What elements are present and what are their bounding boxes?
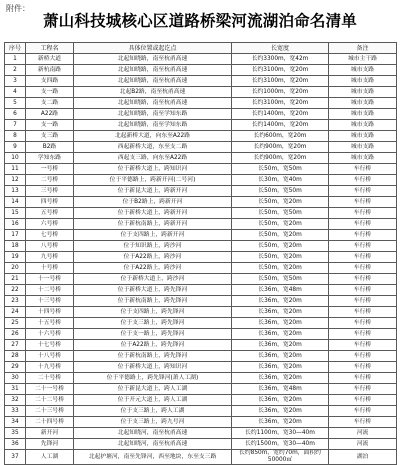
cell-remarks: 车行桥 (329, 186, 397, 197)
cell-remarks: 车行桥 (329, 417, 397, 428)
cell-location: 北起护塘河，南至先锋河，西至地块，东至支三路 (74, 450, 232, 465)
cell-project-name: 先锋河 (26, 439, 74, 450)
cell-index: 20 (5, 263, 26, 274)
cell-dimensions: 长36m，宽20m (232, 417, 329, 428)
cell-index: 12 (5, 175, 26, 186)
cell-dimensions: 长50m，宽20m (232, 241, 329, 252)
cell-location: 西起支三路，向东至A22路 (74, 153, 232, 164)
cell-index: 23 (5, 296, 26, 307)
cell-index: 13 (5, 186, 26, 197)
cell-remarks: 车行桥 (329, 406, 397, 417)
cell-project-name: 支二路 (26, 98, 74, 109)
cell-index: 14 (5, 197, 26, 208)
table-row (5, 186, 397, 197)
cell-location: 位于知识路上，跨沙河 (74, 241, 232, 252)
cell-remarks: 车行桥 (329, 241, 397, 252)
cell-remarks: 城市支路 (329, 153, 397, 164)
table-row (5, 296, 397, 307)
table-row (5, 351, 397, 362)
cell-dimensions: 长50m，宽20m (232, 230, 329, 241)
cell-remarks: 车行桥 (329, 230, 397, 241)
cell-dimensions: 长约1400m，宽20m (232, 109, 329, 120)
cell-remarks: 城市支路 (329, 142, 397, 153)
cell-index: 36 (5, 439, 26, 450)
cell-dimensions: 长36m，宽20m (232, 318, 329, 329)
table-row (5, 208, 397, 219)
table-row (5, 252, 397, 263)
cell-remarks: 城市支路 (329, 76, 397, 87)
cell-index: 22 (5, 285, 26, 296)
table-row (5, 175, 397, 186)
cell-remarks: 车行桥 (329, 274, 397, 285)
table-row (5, 76, 397, 87)
cell-location: 位于支三路上，跨人工湖 (74, 406, 232, 417)
cell-location: 北起知晓路，南至杭甬高速 (74, 98, 232, 109)
cell-remarks: 城市支路 (329, 109, 397, 120)
cell-dimensions: 长50m，宽50m (232, 186, 329, 197)
cell-location: 位于新桥大道上，跨知识河 (74, 362, 232, 373)
cell-location: 北起知晓河，南至杭甬高速 (74, 428, 232, 439)
cell-project-name: 七号桥 (26, 230, 74, 241)
cell-project-name: 二十三号桥 (26, 406, 74, 417)
cell-project-name: 十五号桥 (26, 318, 74, 329)
cell-project-name: 十四号桥 (26, 307, 74, 318)
cell-location: 北起知晓路，南至学知东路 (74, 109, 232, 120)
cell-location: 北起知晓河，南至杭甬高速 (74, 439, 232, 450)
cell-location: 位于A22路上，跨沙河 (74, 263, 232, 274)
cell-remarks: 车行桥 (329, 296, 397, 307)
cell-index: 11 (5, 164, 26, 175)
cell-remarks: 车行桥 (329, 164, 397, 175)
table-row (5, 373, 397, 384)
cell-project-name: 八号桥 (26, 241, 74, 252)
table-row (5, 406, 397, 417)
table-row (5, 197, 397, 208)
cell-remarks: 城市支路 (329, 120, 397, 131)
cell-project-name: 二十一号桥 (26, 384, 74, 395)
cell-index: 3 (5, 76, 26, 87)
cell-index: 8 (5, 131, 26, 142)
table-row (5, 153, 397, 164)
cell-dimensions: 长50m，宽20m (232, 252, 329, 263)
cell-index: 16 (5, 219, 26, 230)
table-header-row (5, 43, 397, 54)
cell-location: 北起新桥大道，向东至A22路 (74, 131, 232, 142)
cell-location: 位于新昆大道上，跨新开河 (74, 186, 232, 197)
cell-project-name: A22路 (26, 109, 74, 120)
cell-project-name: 六号桥 (26, 219, 74, 230)
table-row (5, 164, 397, 175)
cell-project-name: 十九号桥 (26, 362, 74, 373)
table-row (5, 65, 397, 76)
table-row (5, 318, 397, 329)
table-row (5, 329, 397, 340)
cell-dimensions: 长36m，宽20m (232, 406, 329, 417)
cell-project-name: 二号桥 (26, 175, 74, 186)
cell-dimensions: 长50m，宽50m (232, 208, 329, 219)
table-row (5, 285, 397, 296)
cell-dimensions: 长约3300m，宽42m (232, 54, 329, 65)
table-row (5, 230, 397, 241)
table-row (5, 395, 397, 406)
cell-location: 位于新桥大道上，跨沙河 (74, 274, 232, 285)
cell-project-name: 五号桥 (26, 208, 74, 219)
cell-index: 31 (5, 384, 26, 395)
table-row (5, 120, 397, 131)
cell-dimensions: 长36m，宽20m (232, 329, 329, 340)
table-row (5, 219, 397, 230)
cell-remarks: 车行桥 (329, 373, 397, 384)
cell-remarks: 车行桥 (329, 362, 397, 373)
cell-project-name: 十六号桥 (26, 329, 74, 340)
cell-remarks: 车行桥 (329, 307, 397, 318)
cell-location: 位于支三路上，跨九号河 (74, 417, 232, 428)
attachment-label: 附件： (6, 4, 30, 13)
cell-remarks: 车行桥 (329, 318, 397, 329)
cell-project-name: 人工湖 (26, 450, 74, 465)
cell-index: 19 (5, 252, 26, 263)
cell-project-name: 一号桥 (26, 164, 74, 175)
cell-remarks: 城市主干路 (329, 54, 397, 65)
table-row (5, 87, 397, 98)
cell-index: 25 (5, 318, 26, 329)
cell-remarks: 城市支路 (329, 131, 397, 142)
table-row (5, 263, 397, 274)
cell-remarks: 湖泊 (329, 450, 397, 465)
cell-index: 34 (5, 417, 26, 428)
cell-project-name: 新桥大道 (26, 54, 74, 65)
cell-location: 位于新杭南路上，跨先锋河 (74, 296, 232, 307)
cell-index: 24 (5, 307, 26, 318)
cell-remarks: 车行桥 (329, 285, 397, 296)
cell-project-name: 支三路 (26, 131, 74, 142)
cell-dimensions: 长36m，宽20m (232, 373, 329, 384)
cell-location: 北起知晓路，南至杭甬高速 (74, 54, 232, 65)
cell-location: 位于新桥大道上，跨知识河 (74, 164, 232, 175)
header-project-name: 工程名 (26, 43, 74, 54)
cell-dimensions: 长50m，宽20m (232, 263, 329, 274)
cell-index: 33 (5, 406, 26, 417)
cell-project-name: 二十四号桥 (26, 417, 74, 428)
cell-remarks: 车行桥 (329, 351, 397, 362)
cell-dimensions: 长36m，宽20m (232, 395, 329, 406)
table-row (5, 241, 397, 252)
cell-location: 位于平德路上，跨新开河(二号河) (74, 175, 232, 186)
cell-project-name: 支一路 (26, 120, 74, 131)
cell-location: 位于支四路上，跨新开河 (74, 230, 232, 241)
cell-index: 35 (5, 428, 26, 439)
cell-dimensions: 长约1500m，宽30—40m (232, 439, 329, 450)
cell-remarks: 城市支路 (329, 65, 397, 76)
header-location: 具体位置或起讫点 (74, 43, 232, 54)
cell-dimensions: 长约1100m，宽30—40m (232, 428, 329, 439)
cell-index: 6 (5, 109, 26, 120)
cell-dimensions: 长50m，宽50m (232, 274, 329, 285)
cell-remarks: 车行桥 (329, 208, 397, 219)
cell-dimensions: 长约3100m，宽20m (232, 98, 329, 109)
cell-dimensions: 长约1000m，宽20m (232, 87, 329, 98)
cell-index: 29 (5, 362, 26, 373)
cell-dimensions: 长约3100m，宽20m (232, 76, 329, 87)
cell-project-name: B2路 (26, 142, 74, 153)
cell-index: 17 (5, 230, 26, 241)
cell-index: 18 (5, 241, 26, 252)
table-row (5, 131, 397, 142)
cell-index: 10 (5, 153, 26, 164)
cell-dimensions: 长约900m，宽20m (232, 153, 329, 164)
cell-dimensions: 长36m，宽20m (232, 307, 329, 318)
cell-dimensions: 长约600m，宽20m (232, 131, 329, 142)
cell-location: 北起知晓路，南至杭甬高速 (74, 65, 232, 76)
cell-project-name: 三号桥 (26, 186, 74, 197)
table-row (5, 362, 397, 373)
cell-index: 1 (5, 54, 26, 65)
cell-dimensions: 长50m，宽20m (232, 197, 329, 208)
cell-remarks: 河流 (329, 428, 397, 439)
cell-project-name: 十七号桥 (26, 340, 74, 351)
table-row (5, 417, 397, 428)
cell-location: 西起新桥大道，东至支二路 (74, 142, 232, 153)
cell-location: 位于新桥大道上，跨先锋河 (74, 285, 232, 296)
naming-list-table (4, 42, 397, 465)
cell-remarks: 车行桥 (329, 263, 397, 274)
cell-index: 26 (5, 329, 26, 340)
cell-project-name: 支四路 (26, 76, 74, 87)
cell-project-name: 四号桥 (26, 197, 74, 208)
cell-project-name: 二十号桥 (26, 373, 74, 384)
cell-index: 32 (5, 395, 26, 406)
cell-index: 2 (5, 65, 26, 76)
table-row (5, 307, 397, 318)
cell-remarks: 车行桥 (329, 175, 397, 186)
cell-dimensions: 长30m，宽40m (232, 175, 329, 186)
cell-project-name: 九号桥 (26, 252, 74, 263)
cell-location: 位于新昆大道上，跨人工湖 (74, 384, 232, 395)
cell-index: 28 (5, 351, 26, 362)
cell-project-name: 支一路 (26, 87, 74, 98)
cell-location: 位于支一路上，跨先锋河 (74, 329, 232, 340)
cell-dimensions: 长约3100m，宽20m (232, 65, 329, 76)
cell-index: 30 (5, 373, 26, 384)
table-row (5, 142, 397, 153)
cell-location: 位于平德路上，跨先锋河(萧人工湖) (74, 373, 232, 384)
cell-dimensions: 长36m，宽20m (232, 351, 329, 362)
cell-remarks: 城市支路 (329, 98, 397, 109)
table-row (5, 274, 397, 285)
cell-project-name: 新杭南路 (26, 65, 74, 76)
cell-remarks: 车行桥 (329, 395, 397, 406)
cell-project-name: 二十二号桥 (26, 395, 74, 406)
cell-dimensions: 长36m，宽20m (232, 296, 329, 307)
cell-dimensions: 长约900m，宽20m (232, 142, 329, 153)
cell-remarks: 车行桥 (329, 197, 397, 208)
document-title: 萧山科技城核心区道路桥梁河流湖泊命名清单 (42, 12, 357, 30)
table-row (5, 109, 397, 120)
cell-project-name: 十八号桥 (26, 351, 74, 362)
cell-remarks: 车行桥 (329, 252, 397, 263)
cell-project-name: 学知东路 (26, 153, 74, 164)
cell-dimensions: 长36m，宽48m (232, 285, 329, 296)
cell-location: 位于B2路上，跨新开河 (74, 197, 232, 208)
cell-dimensions: 长36m，宽48m (232, 384, 329, 395)
cell-index: 5 (5, 98, 26, 109)
cell-index: 4 (5, 87, 26, 98)
header-remarks: 备注 (329, 43, 397, 54)
header-index: 序号 (5, 43, 26, 54)
cell-project-name: 十二号桥 (26, 285, 74, 296)
cell-index: 37 (5, 450, 26, 465)
cell-dimensions: 长36m，宽20m (232, 362, 329, 373)
cell-location: 位于开元大道上，跨人工湖 (74, 395, 232, 406)
cell-index: 9 (5, 142, 26, 153)
cell-remarks: 车行桥 (329, 329, 397, 340)
cell-remarks: 车行桥 (329, 340, 397, 351)
cell-remarks: 城市支路 (329, 87, 397, 98)
cell-dimensions: 长约850m，宽约70m，面积约50000㎡ (232, 450, 329, 465)
cell-location: 位于新桥大道上，跨新开河 (74, 208, 232, 219)
cell-remarks: 车行桥 (329, 219, 397, 230)
cell-index: 21 (5, 274, 26, 285)
cell-location: 位于A22路上，跨沙河 (74, 252, 232, 263)
cell-location: 位于新杭南路上，跨新开河 (74, 219, 232, 230)
cell-remarks: 车行桥 (329, 384, 397, 395)
cell-location: 位于A22路上，跨先锋河 (74, 340, 232, 351)
table-row (5, 384, 397, 395)
cell-project-name: 十一号桥 (26, 274, 74, 285)
cell-project-name: 十号桥 (26, 263, 74, 274)
table-row (5, 439, 397, 450)
table-row (5, 450, 397, 465)
table-row (5, 54, 397, 65)
cell-location: 位于支四路上，跨先锋河 (74, 307, 232, 318)
cell-location: 北起知晓路，南至学知东路 (74, 120, 232, 131)
cell-dimensions: 长36m，宽20m (232, 340, 329, 351)
cell-location: 位于支三路上，跨先锋河 (74, 318, 232, 329)
cell-index: 7 (5, 120, 26, 131)
table-row (5, 340, 397, 351)
cell-location: 位于新杭南路上，跨先锋河 (74, 351, 232, 362)
cell-remarks: 河流 (329, 439, 397, 450)
cell-dimensions: 长50m，宽50m (232, 164, 329, 175)
cell-location: 北起知晓路，南至杭甬高速 (74, 76, 232, 87)
header-dimensions: 长宽度 (232, 43, 329, 54)
cell-index: 15 (5, 208, 26, 219)
table-row (5, 428, 397, 439)
cell-dimensions: 长约1400m，宽20m (232, 120, 329, 131)
cell-dimensions: 长50m，宽20m (232, 219, 329, 230)
cell-project-name: 十三号桥 (26, 296, 74, 307)
cell-project-name: 新开河 (26, 428, 74, 439)
cell-location: 北起B2路，南至杭甬高速 (74, 87, 232, 98)
table-row (5, 98, 397, 109)
cell-index: 27 (5, 340, 26, 351)
